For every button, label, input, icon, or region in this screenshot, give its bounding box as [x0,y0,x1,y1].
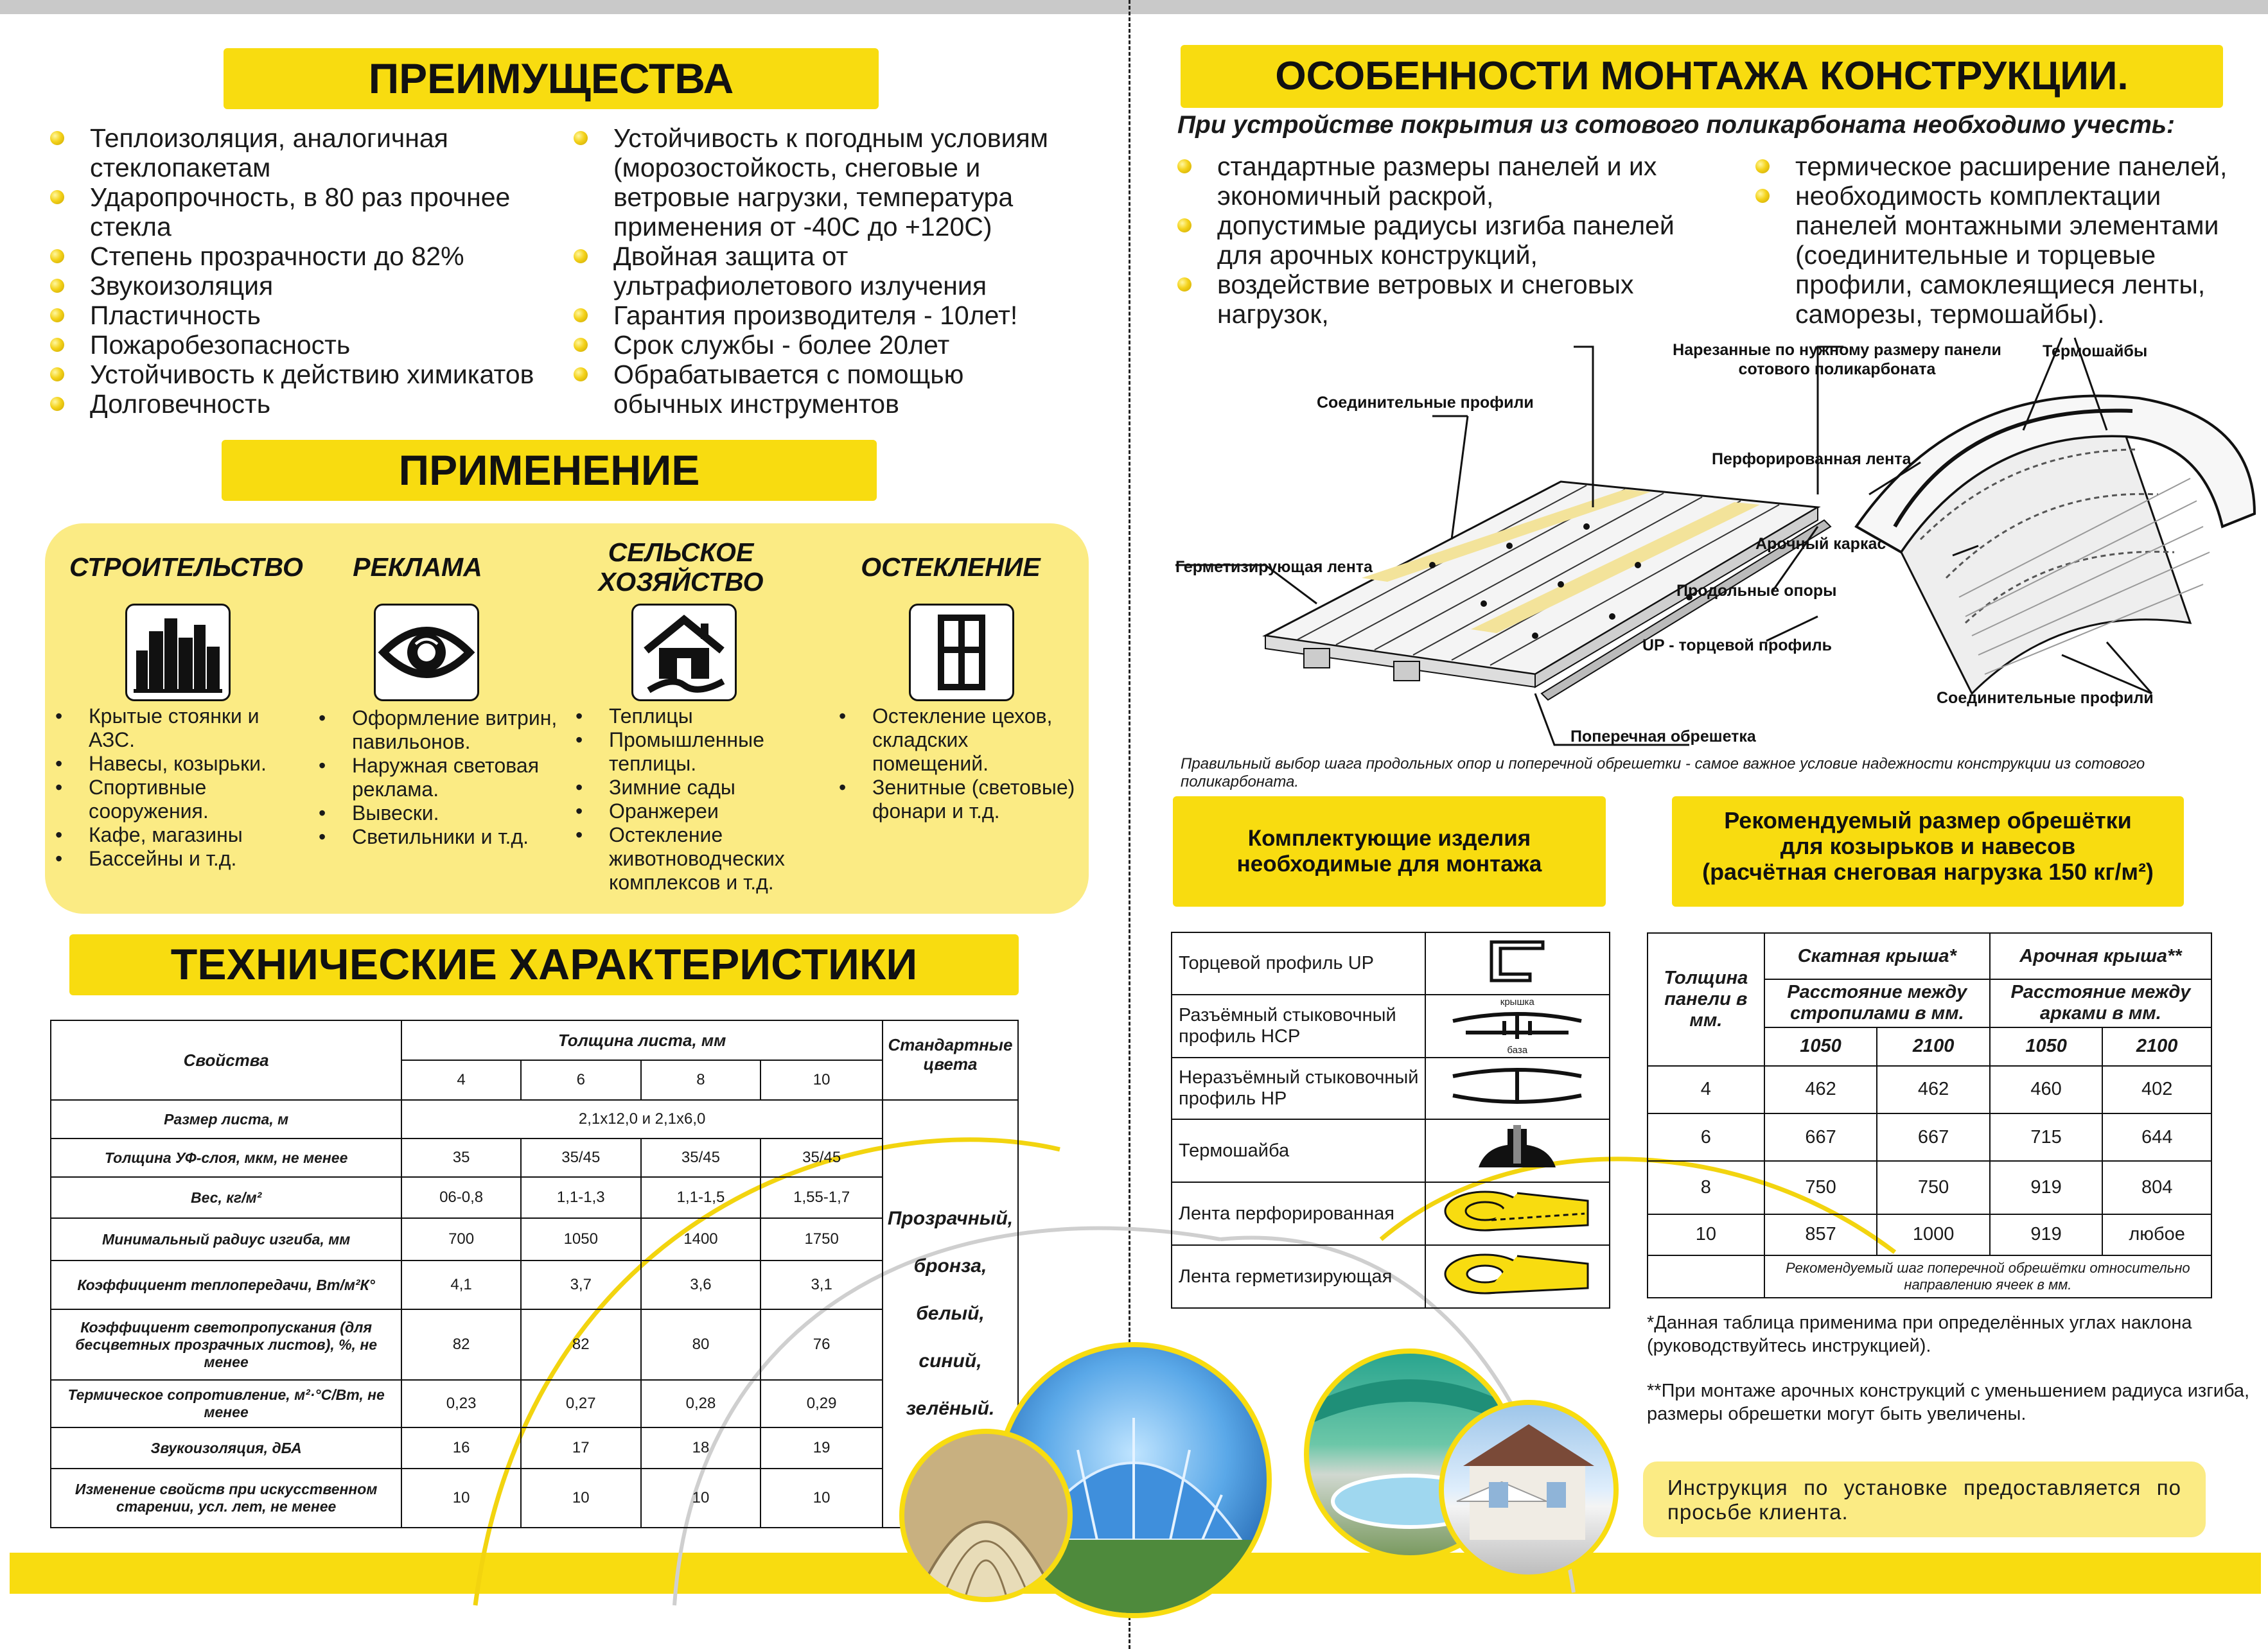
advantages-list-2 [574,123,1075,419]
table-cell: 4,1 [401,1261,521,1309]
color-item: зелёный. [906,1398,995,1419]
table-cell: 35/45 [641,1139,761,1177]
list-item: Теплоизоляция, аналогичная стеклопакетам [50,123,590,182]
pitched-sub: Расстояние между стропилами в мм. [1764,979,1990,1027]
tech-title: ТЕХНИЧЕСКИЕ ХАРАКТЕРИСТИКИ [69,934,1019,995]
bullet-icon [1177,159,1191,173]
bullet-icon [50,190,64,204]
table-cell: 3,1 [760,1261,883,1309]
list-item: • Зенитные (световые) фонари и т.д. [835,776,1079,823]
mount-list-1 [1177,152,1704,329]
table-cell: 0,28 [641,1380,761,1427]
table-cell: 919 [1990,1161,2102,1214]
table-cell: 16 [401,1427,521,1469]
application-panel [45,523,1089,914]
advantages-list-1 [50,123,590,419]
component-name: Лента герметизирующая [1172,1245,1425,1308]
table-cell: 17 [521,1427,641,1469]
span-cell: 2100 [1877,1027,1990,1066]
table-cell: 857 [1764,1214,1877,1255]
bullet-icon [50,131,64,145]
label-long-supports: Продольные опоры [1676,582,1837,600]
prop-label: Коэффициент светопропускания (для бесцветных прозрачных листов), %, не менее [51,1309,401,1380]
bullet-icon [50,367,64,381]
table-cell: 804 [2102,1161,2211,1214]
label-arch-frame: Арочный каркас [1755,535,1886,553]
list-item: • Кафе, магазины [51,823,308,847]
bullet-icon [574,367,588,381]
list-item: Пожаробезопасность [50,330,590,360]
table-cell: 1000 [1877,1214,1990,1255]
prop-label: Толщина УФ-слоя, мкм, не менее [51,1139,401,1177]
thickness-cell: 10 [760,1060,883,1100]
list-item: Ударопрочность, в 80 раз прочнее стекла [50,182,590,241]
list-item: Двойная защита от ультрафиолетового излучения [574,241,1075,301]
color-item: белый, [916,1303,985,1324]
components-title: Комплектующие изделия необходимые для монтажа [1173,796,1606,907]
table-cell: 1,1-1,3 [521,1177,641,1218]
bullet-icon [50,279,64,293]
bullet-icon [1755,189,1770,203]
bullet-icon [1177,277,1191,292]
lathing-footnote: Рекомендуемый шаг поперечной обрешётки относительно направлению ячеек в мм. [1764,1255,2211,1298]
table-cell: 0,27 [521,1380,641,1427]
colors-header: Стандартные цвета [883,1020,1018,1100]
prop-label: Коэффициент теплопередачи, Вт/м²К° [51,1261,401,1309]
arched-header: Арочная крыша** [1990,933,2211,979]
hcp-top-label: крышка [1500,997,1534,1008]
table-cell: 0,23 [401,1380,521,1427]
list-item: • Бассейны и т.д. [51,847,308,871]
table-cell: 18 [641,1427,761,1469]
table-cell: 35/45 [760,1139,883,1177]
table-cell: 10 [401,1469,521,1528]
thickness-cell: 4 [401,1060,521,1100]
list-item: необходимость комплектации панелей монтажными элементами (соединительные и торцевые профили, самоклеящиеся ленты, саморезы, термошайбы). [1755,181,2250,329]
table-cell: 82 [521,1309,641,1380]
size-value: 2,1x12,0 и 2,1x6,0 [401,1100,883,1139]
table-cell: 460 [1990,1066,2102,1113]
note-2: **При монтаже арочных конструкций с уменьшением радиуса изгиба, размеры обрешетки могут быть увеличены. [1647,1381,2250,1424]
table-cell: 10 [521,1469,641,1528]
table-cell: 82 [401,1309,521,1380]
table-cell: 3,6 [641,1261,761,1309]
category-list [835,704,1079,823]
table-cell: 80 [641,1309,761,1380]
city-icon [125,604,231,701]
table-cell: 667 [1877,1113,1990,1161]
prop-label: Изменение свойств при искусственном старении, усл. лет, не менее [51,1469,401,1528]
category-list [51,704,308,871]
category-list [572,704,829,894]
prop-label: Вес, кг/м² [51,1177,401,1218]
table-cell: 35/45 [521,1139,641,1177]
mount-list-2 [1755,152,2250,329]
list-item: • Оранжереи [572,799,829,823]
label-perforated-tape: Перфорированная лента [1712,450,1912,468]
pitched-header: Скатная крыша* [1764,933,1990,979]
component-name: Лента перфорированная [1172,1182,1425,1245]
bullet-icon [50,338,64,352]
components-table [1171,932,1610,1309]
lathing-table [1647,932,2212,1298]
lathing-thickness-header: Толщина панели в мм. [1648,933,1764,1066]
color-item: синий, [919,1350,982,1372]
table-cell: любое [2102,1214,2211,1255]
list-item: Долговечность [50,389,590,419]
color-item: Прозрачный, [887,1208,1014,1229]
list-item: стандартные размеры панелей и их экономичный раскрой, [1177,152,1704,211]
category-list [315,706,559,849]
table-cell: 750 [1764,1161,1877,1214]
table-cell: 8 [1648,1161,1764,1214]
list-item: Обрабатывается с помощью обычных инструментов [574,360,1075,419]
list-item: • Зимние сады [572,776,829,799]
thickness-cell: 6 [521,1060,641,1100]
table-cell: 10 [760,1469,883,1528]
bullet-icon [50,249,64,263]
table-cell: 919 [1990,1214,2102,1255]
house-canopy-photo [1439,1400,1619,1580]
prop-label: Звукоизоляция, дБА [51,1427,401,1469]
table-cell: 667 [1764,1113,1877,1161]
hp-profile-icon [1425,1058,1610,1119]
thickness-header: Толщина листа, мм [401,1020,883,1060]
lathing-title-line: для козырьков и навесов [1780,833,2076,859]
list-item: • Навесы, козырьки. [51,752,308,776]
lathing-title [1672,796,2184,907]
table-cell: 19 [760,1427,883,1469]
component-name: Разъёмный стыковочный профиль HCP [1172,995,1425,1058]
list-item: • Вывески. [315,801,559,825]
window-icon [909,604,1014,701]
list-item: • Оформление витрин, павильонов. [315,706,559,754]
table-cell: 462 [1764,1066,1877,1113]
table-cell: 644 [2102,1113,2211,1161]
list-item: • Светильники и т.д. [315,825,559,849]
list-item: Степень прозрачности до 82% [50,241,590,271]
bullet-icon [574,249,588,263]
label-cross-lathing: Поперечная обрешетка [1570,728,1756,746]
bullet-icon [50,397,64,411]
sealing-tape-icon [1425,1245,1610,1308]
bullet-icon [1755,159,1770,173]
list-item: • Спортивные сооружения. [51,776,308,823]
bullet-icon [50,308,64,322]
category-title: СЕЛЬСКОЕ ХОЗЯЙСТВО [598,537,764,597]
label-sealing-tape: Герметизирующая лента [1175,558,1373,576]
table-cell: 1400 [641,1218,761,1261]
list-item: Устойчивость к погодным условиям (морозостойкость, снеговые и ветровые нагрузки, температура применения от -40С до +120С) [574,123,1075,241]
label-cut-panels: Нарезанные по нужному размеру панели сотового поликарбоната [1673,341,2001,378]
perforated-tape-icon [1425,1182,1610,1245]
mount-subtitle: При устройстве покрытия из сотового поликарбоната необходимо учесть: [1177,111,2176,139]
span-cell: 1050 [1764,1027,1877,1066]
label-thermowashers: Термошайбы [2043,342,2148,360]
prop-label: Минимальный радиус изгиба, мм [51,1218,401,1261]
table-cell: 35 [401,1139,521,1177]
list-item: • Остекление животноводческих комплексов и т.д. [572,823,829,894]
list-item: допустимые радиусы изгиба панелей для арочных конструкций, [1177,211,1704,270]
list-item: Срок службы - более 20лет [574,330,1075,360]
instruction-box: Инструкция по установке предоставляется по просьбе клиента. [1643,1461,2206,1537]
lathing-title-line: Рекомендуемый размер обрешётки [1724,807,2132,833]
table-cell: 4 [1648,1066,1764,1113]
bullet-icon [1177,218,1191,232]
tech-table [50,1020,1019,1528]
prop-label: Термическое сопротивление, м²·°С/Вт, не менее [51,1380,401,1427]
bullet-icon [574,338,588,352]
list-item: • Крытые стоянки и АЗС. [51,704,308,752]
component-name: Торцевой профиль UP [1172,932,1425,995]
eye-icon [374,604,479,701]
table-cell: 1,55-1,7 [760,1177,883,1218]
thickness-cell: 8 [641,1060,761,1100]
label-up-profile: UP - торцевой профиль [1642,636,1832,654]
category-title: РЕКЛАМА [353,552,482,582]
mount-title: ОСОБЕННОСТИ МОНТАЖА КОНСТРУКЦИИ. [1181,45,2223,108]
list-item: Гарантия производителя - 10лет! [574,301,1075,330]
span-cell: 1050 [1990,1027,2102,1066]
lathing-title-line: (расчётная снеговая нагрузка 150 кг/м²) [1702,859,2154,885]
table-cell: 750 [1877,1161,1990,1214]
table-cell: 0,29 [760,1380,883,1427]
component-name: Термошайба [1172,1119,1425,1182]
table-cell: 700 [401,1218,521,1261]
label-connecting-profiles-2: Соединительные профили [1937,689,2154,707]
list-item: воздействие ветровых и снеговых нагрузок, [1177,270,1704,329]
span-cell: 2100 [2102,1027,2211,1066]
color-item: бронза, [913,1255,987,1277]
category-title: СТРОИТЕЛЬСТВО [69,552,303,582]
arched-sub: Расстояние между арками в мм. [1990,979,2211,1027]
note-1: *Данная таблица применима при определённых углах наклона (руководствуйтесь инструкцией). [1647,1313,2192,1356]
table-cell: 6 [1648,1113,1764,1161]
bullet-icon [574,308,588,322]
table-cell: 3,7 [521,1261,641,1309]
table-cell: 715 [1990,1113,2102,1161]
application-title: ПРИМЕНЕНИЕ [222,440,877,501]
advantages-title: ПРЕИМУЩЕСТВА [224,48,879,109]
greenhouse-photo [899,1429,1073,1602]
list-item: Звукоизоляция [50,271,590,301]
list-item: • Наружная световая реклама. [315,754,559,801]
table-cell: 1750 [760,1218,883,1261]
table-cell: 1,1-1,5 [641,1177,761,1218]
table-cell [1648,1255,1764,1298]
table-cell: 462 [1877,1066,1990,1113]
hcp-bottom-label: база [1507,1045,1528,1056]
thermowasher-icon [1425,1119,1610,1182]
list-item: Устойчивость к действию химикатов [50,360,590,389]
table-cell: 76 [760,1309,883,1380]
table-cell: 10 [641,1469,761,1528]
farmhouse-icon [631,604,737,701]
table-cell: 402 [2102,1066,2211,1113]
list-item: • Теплицы [572,704,829,728]
table-cell: 10 [1648,1214,1764,1255]
label-connecting-profiles: Соединительные профили [1317,394,1534,412]
prop-label: Размер листа, м [51,1100,401,1139]
bullet-icon [574,131,588,145]
diagram-note: Правильный выбор шага продольных опор и поперечной обрешетки - самое важное условие надежности конструкции из сотового поликарбоната. [1181,755,2145,790]
props-header: Свойства [51,1020,401,1100]
list-item: Пластичность [50,301,590,330]
list-item: • Остекление цехов, складских помещений. [835,704,1079,776]
table-cell: 06-0,8 [401,1177,521,1218]
hcp-profile-icon [1425,995,1610,1058]
up-profile-icon [1425,932,1610,995]
category-title: ОСТЕКЛЕНИЕ [861,552,1041,582]
component-name: Неразъёмный стыковочный профиль HP [1172,1058,1425,1119]
table-cell: 1050 [521,1218,641,1261]
list-item: • Промышленные теплицы. [572,728,829,776]
list-item: термическое расширение панелей, [1755,152,2250,181]
